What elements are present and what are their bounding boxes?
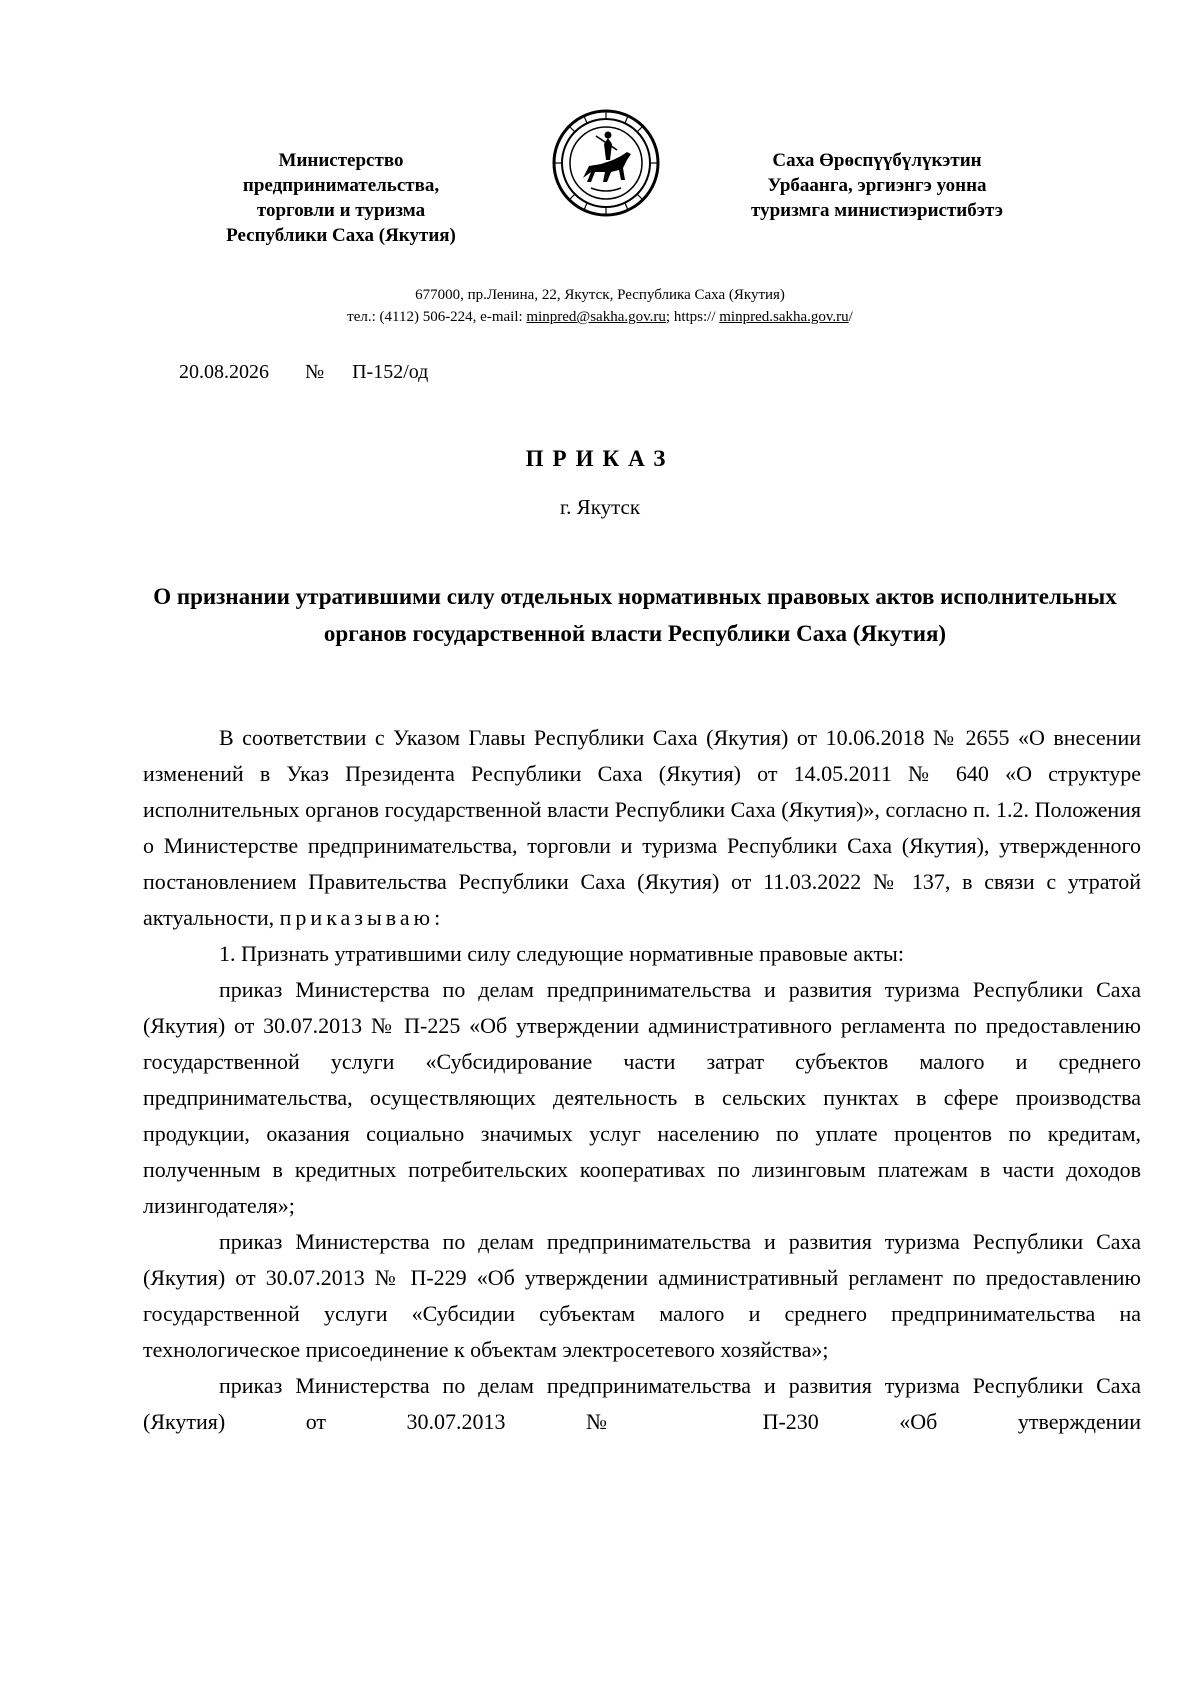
header-right-line: Урбаанга, эргиэнгэ уонна bbox=[767, 175, 987, 196]
site-suffix: / bbox=[848, 309, 853, 325]
registration-line bbox=[143, 360, 428, 384]
header-left-line: торговли и туризма bbox=[256, 200, 426, 221]
order-date: 20.08.2026 bbox=[179, 361, 269, 383]
coat-of-arms-emblem bbox=[551, 108, 661, 218]
header-right-line: Саха Өрөспүүбүлүкэтин bbox=[772, 150, 982, 171]
repealed-act-1: приказ Министерства по делам предпринимательства и развития туризма Республики Саха (Якутия) от 30.07.2013 № П-225 «Об утверждении административного регламента по предоставлению государственной услуги «Субсидирование части затрат субъектов малого и среднего предпринимательства, осуществляющих деятельность в сельских пунктах в сфере производства продукции, оказания социально значимых услуг населению по уплате процентов по кредитам, полученным в кредитных потребительских кооперативах по лизинговым платежам в части доходов лизингодателя»; bbox=[143, 977, 1141, 1218]
contact-block bbox=[0, 284, 1200, 328]
number-sign: № bbox=[305, 361, 325, 383]
phone-text: тел.: (4112) 506-224, e-mail: bbox=[347, 309, 527, 325]
address-line: 677000, пр.Ленина, 22, Якутск, Республика Саха (Якутия) bbox=[415, 287, 785, 303]
ministry-name-russian bbox=[186, 148, 496, 248]
header-left-line: Министерство bbox=[278, 150, 404, 171]
header-left-line: Республики Саха (Якутия) bbox=[226, 225, 456, 246]
order-subject: О признании утратившими силу отдельных нормативных правовых актов исполнительных органов государственной власти Республики Саха (Якутия) bbox=[153, 584, 1117, 646]
header-left-line: предпринимательства, bbox=[242, 175, 440, 196]
city-line: г. Якутск bbox=[559, 495, 641, 519]
repealed-act-3: приказ Министерства по делам предпринимательства и развития туризма Республики Саха (Якутия) от 30.07.2013 № П-230 «Об утверждении bbox=[143, 1373, 1141, 1434]
site-prefix: ; https:// bbox=[665, 309, 720, 325]
order-body bbox=[143, 720, 1141, 1440]
website-link[interactable]: minpred.sakha.gov.ru bbox=[719, 309, 849, 325]
header-right-line: туризмга министиэристибэтэ bbox=[751, 200, 1003, 221]
phone-email-line bbox=[0, 306, 1200, 328]
item-1-paragraph: 1. Признать утратившими силу следующие нормативные правовые акты: bbox=[219, 941, 904, 966]
document-type-title: ПРИКАЗ bbox=[525, 446, 675, 471]
ministry-name-yakut bbox=[712, 148, 1042, 223]
order-word: приказываю: bbox=[279, 905, 445, 930]
preamble-paragraph bbox=[143, 720, 1141, 936]
repealed-act-2: приказ Министерства по делам предпринимательства и развития туризма Республики Саха (Якутия) от 30.07.2013 № П-229 «Об утверждении административный регламент по предоставлению государственной услуги «Субсидии субъектам малого и среднего предпринимательства на технологическое присоединение к объектам электросетевого хозяйства»; bbox=[143, 1229, 1141, 1362]
order-number: П-152/од bbox=[352, 361, 429, 383]
email-link[interactable]: minpred@sakha.gov.ru bbox=[526, 309, 666, 325]
preamble-text: В соответствии с Указом Главы Республики Саха (Якутия) от 10.06.2018 № 2655 «О внесении изменений в Указ Президента Республики Саха (Якутия) от 14.05.2011 № 640 «О структуре исполнительных органов государственной власти Республики Саха (Якутия)», согласно п. 1.2. Положения о Министерстве предпринимательства, торговли и туризма Республики Саха (Якутия), утвержденного постановлением Правительства Республики Саха (Якутия) от 11.03.2022 № 137, в связи с утратой актуальности, bbox=[143, 725, 1141, 930]
